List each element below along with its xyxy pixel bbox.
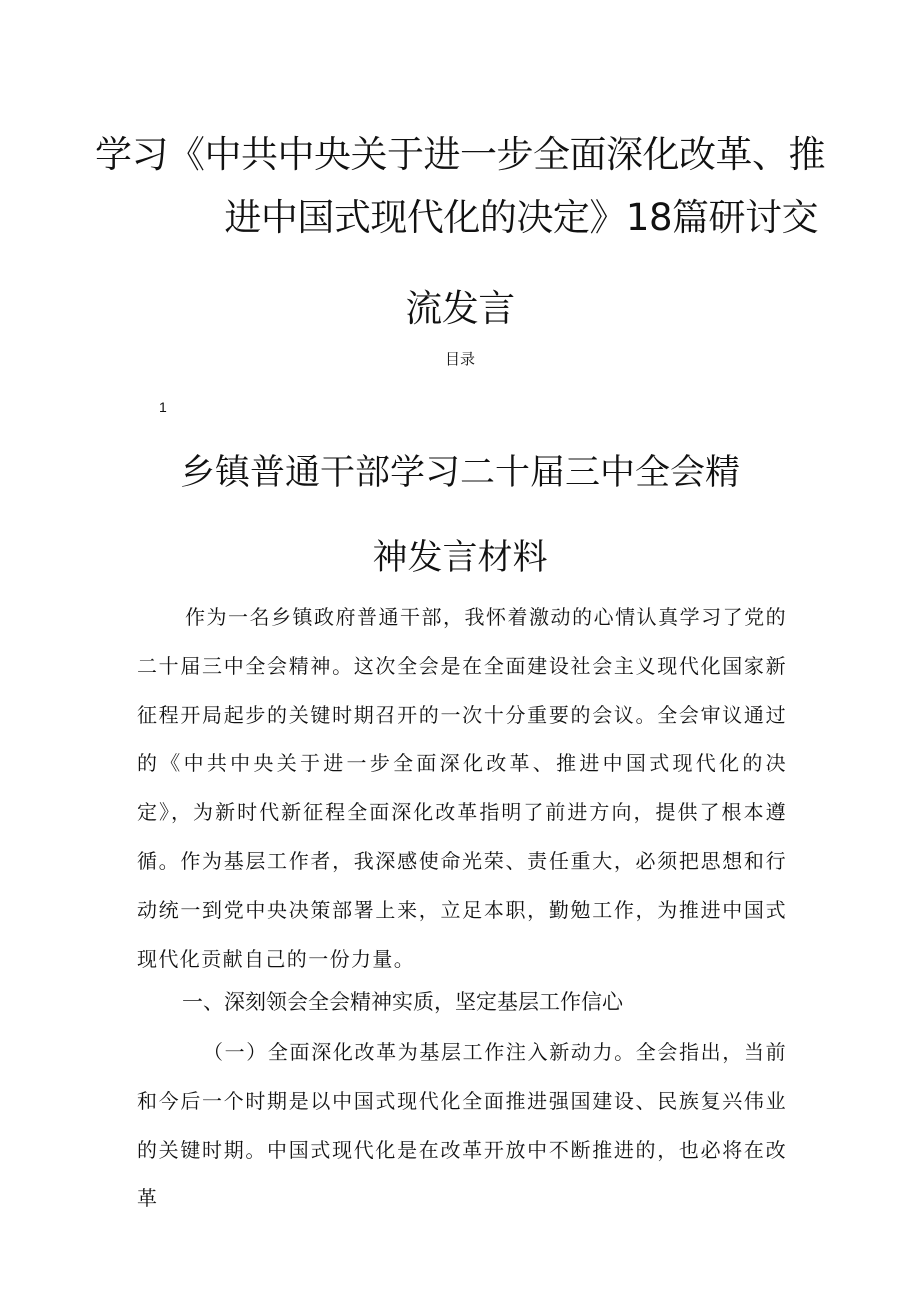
document-title-line-1: 学习《中共中央关于进一步全面深化改革、推 [95, 133, 825, 176]
table-of-contents-label: 目录 [444, 350, 475, 368]
paragraph-1: （一）全面深化改革为基层工作注入新动力。全会指出，当前和今后一个时期是以中国式现代化全面推进强国建设、民族复兴伟业的关键时期。中国式现代化是在改革开放中不断推进的，也必将在改革 [137, 1040, 787, 1211]
section-title-line-1: 乡镇普通干部学习二十届三中全会精 [179, 453, 740, 493]
subsection-heading: 一、深刻领会全会精神实质，坚定基层工作信心 [182, 990, 623, 1014]
intro-paragraph-block [137, 593, 787, 983]
section-title-line-2: 神发言材料 [372, 538, 548, 578]
paragraph-block [137, 1028, 787, 1223]
document-title-line-3: 流发言 [405, 287, 515, 330]
toc-entry-number: 1 [159, 399, 167, 415]
document-title-line-2: 进中国式现代化的决定》18篇研讨交 [224, 196, 818, 239]
intro-paragraph: 作为一名乡镇政府普通干部，我怀着激动的心情认真学习了党的二十届三中全会精神。这次全会是在全面建设社会主义现代化国家新征程开局起步的关键时期召开的一次十分重要的会议。全会审议通过的《中共中央关于进一步全面深化改革、推进中国式现代化的决定》，为新时代新征程全面深化改革指明了前进方向，提供了根本遵循。作为基层工作者，我深感使命光荣、责任重大，必须把思想和行动统一到党中央决策部署上来，立足本职，勤勉工作，为推进中国式现代化贡献自己的一份力量。 [137, 605, 787, 971]
